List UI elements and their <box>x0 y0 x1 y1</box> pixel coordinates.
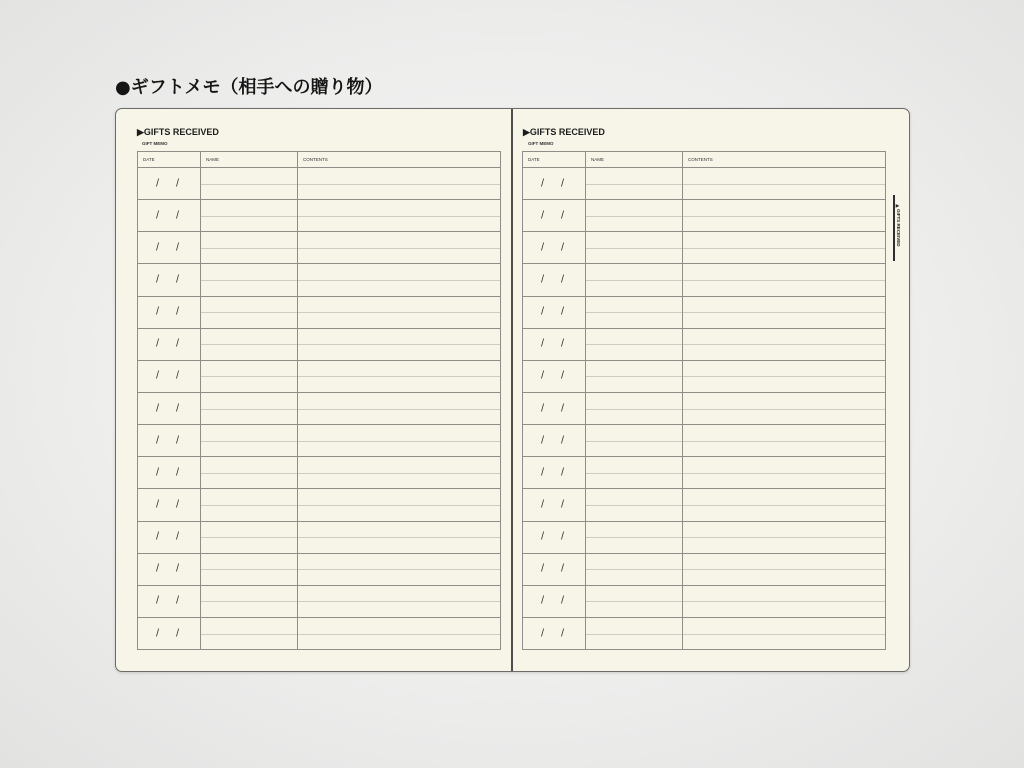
date-cell <box>138 618 201 649</box>
date-slash: / <box>156 530 160 543</box>
date-slash: / <box>176 466 180 479</box>
name-cell <box>201 457 298 488</box>
date-cell <box>523 393 586 424</box>
contents-cell <box>298 425 500 456</box>
index-tab-line <box>893 195 895 261</box>
date-slash: / <box>561 241 565 254</box>
date-slash: / <box>176 241 180 254</box>
name-cell <box>586 200 683 231</box>
date-slash: / <box>541 562 545 575</box>
name-cell <box>201 361 298 392</box>
header-contents-label: CONTENTS <box>688 157 713 162</box>
date-cell <box>523 168 586 199</box>
date-cell <box>523 457 586 488</box>
date-slash: / <box>561 498 565 511</box>
name-cell <box>586 489 683 520</box>
contents-cell <box>683 586 885 617</box>
date-slash: / <box>156 209 160 222</box>
name-cell <box>586 618 683 649</box>
contents-cell <box>683 554 885 585</box>
contents-cell <box>298 618 500 649</box>
contents-cell <box>683 457 885 488</box>
gift-row <box>523 521 885 553</box>
date-slash: / <box>541 337 545 350</box>
contents-cell <box>298 361 500 392</box>
date-slash: / <box>156 498 160 511</box>
date-slash: / <box>156 305 160 318</box>
name-cell <box>586 522 683 553</box>
gift-row <box>138 521 500 553</box>
date-slash: / <box>561 530 565 543</box>
gift-row <box>138 392 500 424</box>
date-slash: / <box>561 273 565 286</box>
date-slash: / <box>156 562 160 575</box>
contents-cell <box>298 168 500 199</box>
header-name <box>586 152 683 167</box>
table-body <box>523 168 885 649</box>
header-date <box>138 152 201 167</box>
gift-row <box>138 617 500 649</box>
name-cell <box>201 586 298 617</box>
contents-cell <box>683 329 885 360</box>
name-cell <box>586 329 683 360</box>
table-header <box>523 152 885 168</box>
date-slash: / <box>156 337 160 350</box>
date-cell <box>523 554 586 585</box>
date-slash: / <box>176 530 180 543</box>
name-cell <box>586 264 683 295</box>
gift-table <box>522 151 886 650</box>
date-slash: / <box>176 594 180 607</box>
date-slash: / <box>176 434 180 447</box>
date-slash: / <box>156 241 160 254</box>
gift-row <box>523 231 885 263</box>
date-slash: / <box>176 337 180 350</box>
gift-row <box>523 328 885 360</box>
date-slash: / <box>561 562 565 575</box>
date-slash: / <box>541 498 545 511</box>
page-heading: ●ギフトメモ（相手への贈り物） <box>115 77 383 98</box>
header-date-label: DATE <box>528 157 540 162</box>
date-cell <box>523 232 586 263</box>
date-slash: / <box>156 177 160 190</box>
date-slash: / <box>541 530 545 543</box>
date-slash: / <box>156 627 160 640</box>
date-cell <box>138 361 201 392</box>
header-date <box>523 152 586 167</box>
name-cell <box>201 329 298 360</box>
gift-row <box>138 488 500 520</box>
contents-cell <box>298 264 500 295</box>
page-title: ▶GIFTS RECEIVED <box>137 127 219 137</box>
gift-table <box>137 151 501 650</box>
date-slash: / <box>176 402 180 415</box>
contents-cell <box>683 489 885 520</box>
date-slash: / <box>541 402 545 415</box>
gift-row <box>523 585 885 617</box>
date-cell <box>138 457 201 488</box>
date-slash: / <box>541 209 545 222</box>
contents-cell <box>298 522 500 553</box>
name-cell <box>201 168 298 199</box>
contents-cell <box>683 425 885 456</box>
date-cell <box>523 297 586 328</box>
gift-row <box>138 296 500 328</box>
contents-cell <box>683 297 885 328</box>
date-cell <box>138 329 201 360</box>
right-page <box>513 109 908 671</box>
date-cell <box>523 425 586 456</box>
contents-cell <box>298 489 500 520</box>
gift-row <box>138 456 500 488</box>
name-cell <box>201 618 298 649</box>
name-cell <box>201 522 298 553</box>
gift-row <box>138 263 500 295</box>
contents-cell <box>683 232 885 263</box>
date-slash: / <box>176 177 180 190</box>
header-contents <box>683 152 885 167</box>
contents-cell <box>298 329 500 360</box>
gift-row <box>138 328 500 360</box>
name-cell <box>201 200 298 231</box>
date-cell <box>138 264 201 295</box>
contents-cell <box>298 297 500 328</box>
date-slash: / <box>156 402 160 415</box>
name-cell <box>201 264 298 295</box>
name-cell <box>586 232 683 263</box>
date-slash: / <box>156 594 160 607</box>
gift-row <box>523 296 885 328</box>
date-slash: / <box>561 369 565 382</box>
date-slash: / <box>156 369 160 382</box>
date-slash: / <box>176 209 180 222</box>
gift-row <box>523 392 885 424</box>
date-slash: / <box>561 434 565 447</box>
date-cell <box>138 522 201 553</box>
contents-cell <box>298 200 500 231</box>
date-cell <box>138 554 201 585</box>
contents-cell <box>298 393 500 424</box>
date-slash: / <box>541 305 545 318</box>
date-slash: / <box>541 369 545 382</box>
header-contents-label: CONTENTS <box>303 157 328 162</box>
page-title: ▶GIFTS RECEIVED <box>523 127 605 137</box>
gift-row <box>138 231 500 263</box>
date-slash: / <box>561 466 565 479</box>
date-slash: / <box>561 209 565 222</box>
gift-row <box>523 263 885 295</box>
date-cell <box>523 200 586 231</box>
contents-cell <box>298 232 500 263</box>
contents-cell <box>683 200 885 231</box>
gift-row <box>138 360 500 392</box>
header-date-label: DATE <box>143 157 155 162</box>
gift-row <box>138 199 500 231</box>
date-cell <box>523 264 586 295</box>
date-slash: / <box>561 177 565 190</box>
table-header <box>138 152 500 168</box>
gift-row <box>523 199 885 231</box>
date-cell <box>138 425 201 456</box>
gift-row <box>138 424 500 456</box>
name-cell <box>201 425 298 456</box>
gift-row <box>523 488 885 520</box>
contents-cell <box>683 522 885 553</box>
header-name <box>201 152 298 167</box>
table-body <box>138 168 500 649</box>
header-name-label: NAME <box>591 157 605 162</box>
page-subtitle: GIFT MEMO <box>142 141 168 146</box>
date-cell <box>523 586 586 617</box>
name-cell <box>586 393 683 424</box>
notebook-spread <box>115 108 910 672</box>
name-cell <box>586 457 683 488</box>
date-cell <box>138 489 201 520</box>
header-contents <box>298 152 500 167</box>
date-cell <box>138 393 201 424</box>
date-slash: / <box>156 273 160 286</box>
date-slash: / <box>561 337 565 350</box>
contents-cell <box>298 457 500 488</box>
date-cell <box>138 297 201 328</box>
index-tab-label: ▶GIFTS RECEIVED <box>896 204 901 247</box>
date-slash: / <box>541 241 545 254</box>
date-slash: / <box>561 627 565 640</box>
date-slash: / <box>541 466 545 479</box>
date-cell <box>523 522 586 553</box>
name-cell <box>586 168 683 199</box>
date-slash: / <box>176 305 180 318</box>
date-slash: / <box>156 466 160 479</box>
gift-row <box>523 360 885 392</box>
name-cell <box>201 232 298 263</box>
date-slash: / <box>541 273 545 286</box>
contents-cell <box>298 554 500 585</box>
date-cell <box>138 200 201 231</box>
date-slash: / <box>561 402 565 415</box>
date-slash: / <box>176 562 180 575</box>
date-slash: / <box>176 273 180 286</box>
gift-row <box>523 168 885 199</box>
date-slash: / <box>541 434 545 447</box>
gift-row <box>523 424 885 456</box>
gift-row <box>138 168 500 199</box>
date-slash: / <box>541 594 545 607</box>
date-cell <box>138 586 201 617</box>
gift-row <box>523 617 885 649</box>
date-slash: / <box>176 498 180 511</box>
contents-cell <box>683 264 885 295</box>
contents-cell <box>683 393 885 424</box>
gift-row <box>138 553 500 585</box>
date-slash: / <box>541 177 545 190</box>
name-cell <box>586 586 683 617</box>
date-slash: / <box>176 369 180 382</box>
date-slash: / <box>176 627 180 640</box>
name-cell <box>586 425 683 456</box>
date-cell <box>523 618 586 649</box>
contents-cell <box>683 618 885 649</box>
name-cell <box>586 297 683 328</box>
date-slash: / <box>541 627 545 640</box>
gift-row <box>523 553 885 585</box>
contents-cell <box>683 361 885 392</box>
name-cell <box>201 297 298 328</box>
name-cell <box>201 554 298 585</box>
gift-row <box>523 456 885 488</box>
date-slash: / <box>561 305 565 318</box>
date-slash: / <box>561 594 565 607</box>
name-cell <box>201 489 298 520</box>
contents-cell <box>683 168 885 199</box>
date-slash: / <box>156 434 160 447</box>
header-name-label: NAME <box>206 157 220 162</box>
contents-cell <box>298 586 500 617</box>
date-cell <box>138 232 201 263</box>
name-cell <box>201 393 298 424</box>
page-subtitle: GIFT MEMO <box>528 141 554 146</box>
left-page <box>116 109 511 671</box>
gift-row <box>138 585 500 617</box>
date-cell <box>523 489 586 520</box>
name-cell <box>586 554 683 585</box>
date-cell <box>523 329 586 360</box>
date-cell <box>523 361 586 392</box>
name-cell <box>586 361 683 392</box>
date-cell <box>138 168 201 199</box>
